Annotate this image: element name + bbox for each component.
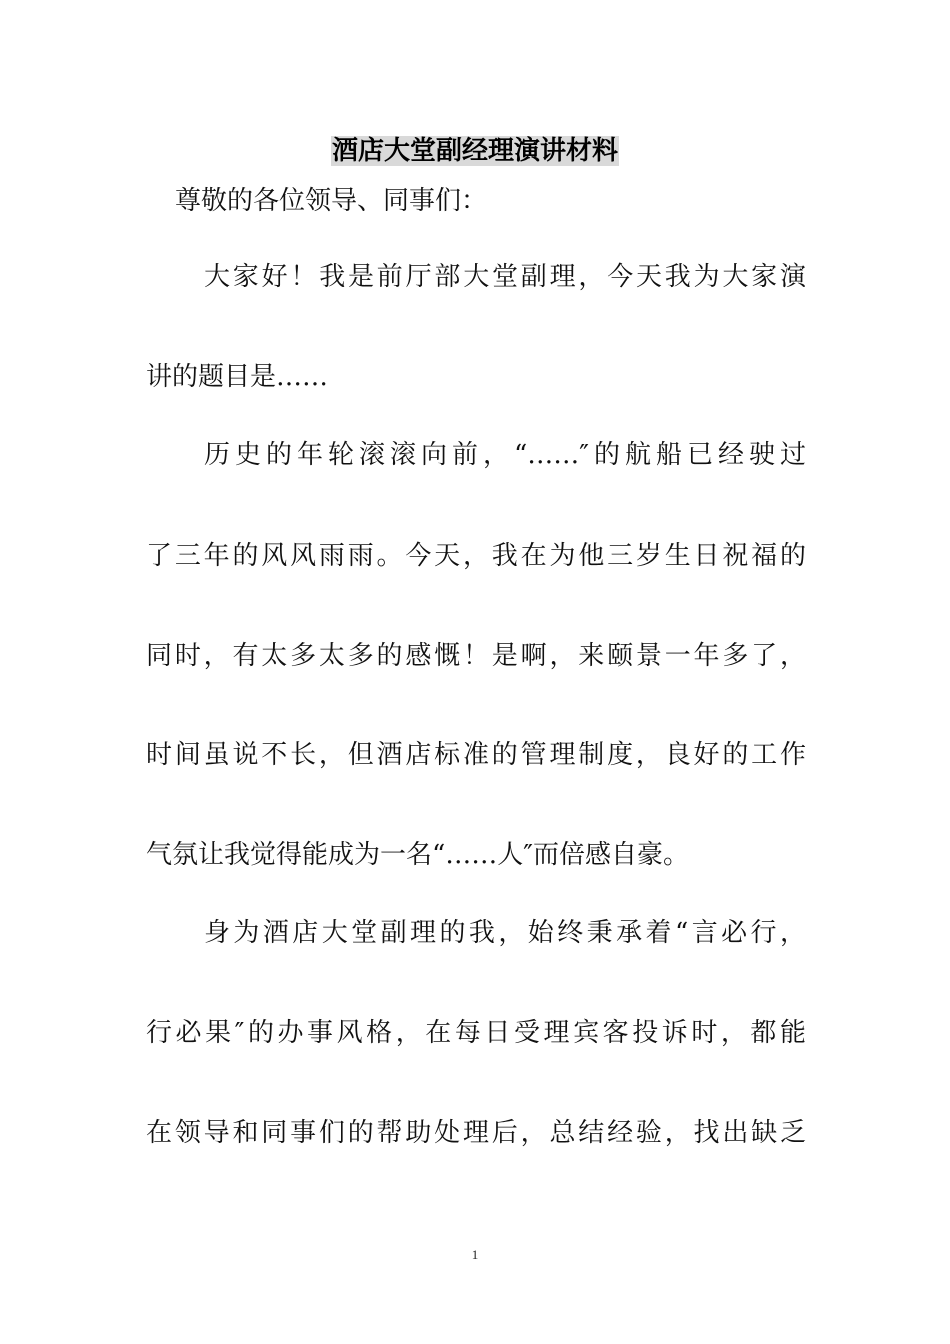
title-text: 酒店大堂副经理演讲材料	[331, 136, 618, 166]
paragraph-line-9: 行必果″的办事风格，在每日受理宾客投诉时，都能	[146, 1018, 806, 1048]
paragraph-line-7: 气氛让我觉得能成为一名“……人″而倍感自豪。	[146, 840, 690, 870]
paragraph-line-5: 同时，有太多太多的感慨！是啊，来颐景一年多了，	[146, 641, 806, 671]
paragraph-line-4: 了三年的风风雨雨。今天，我在为他三岁生日祝福的	[146, 541, 806, 571]
paragraph-line-1: 大家好！我是前厅部大堂副理，今天我为大家演	[204, 262, 806, 292]
paragraph-line-10: 在领导和同事们的帮助处理后，总结经验，找出缺乏	[146, 1118, 806, 1148]
document-title	[0, 133, 950, 169]
paragraph-line-6: 时间虽说不长，但酒店标准的管理制度，良好的工作	[146, 740, 806, 770]
salutation: 尊敬的各位领导、同事们：	[175, 186, 488, 216]
paragraph-line-8: 身为酒店大堂副理的我，始终秉承着“言必行，	[204, 918, 806, 948]
page-number: 1	[471, 1247, 479, 1262]
paragraph-line-2: 讲的题目是……	[146, 362, 329, 392]
paragraph-line-3: 历史的年轮滚滚向前，“……″的航船已经驶过	[204, 440, 806, 470]
